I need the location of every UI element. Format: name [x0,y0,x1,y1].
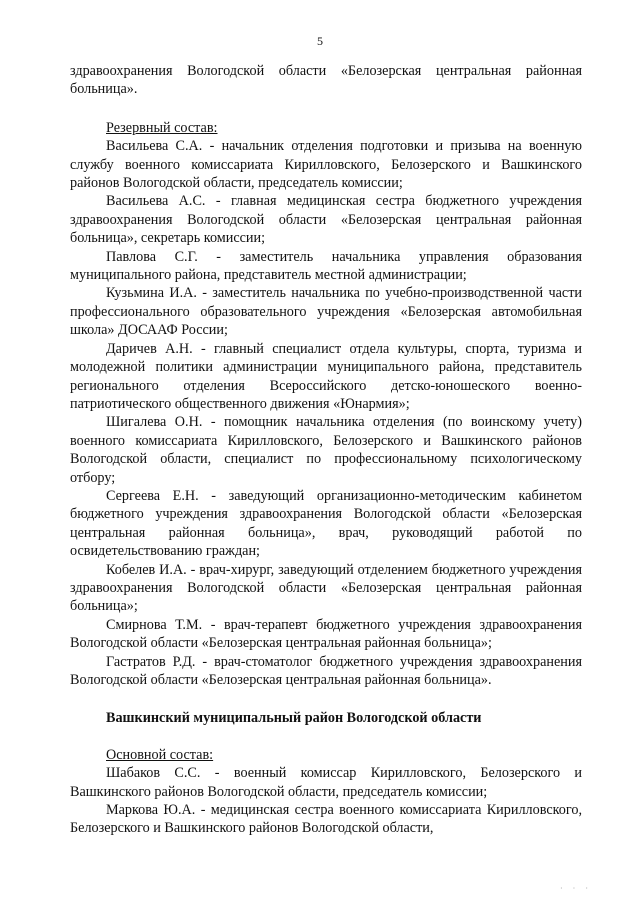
reserve-member: Шигалева О.Н. - помощник начальника отделения (по воинскому учету) военного комиссариата Кирилловского, Белозерского и Вашкинского районов Вологодской области, специалист по профессиональному психологическому отбору; [70,414,582,486]
reserve-member: Васильева А.С. - главная медицинская сестра бюджетного учреждения здравоохранения Вологодской области «Белозерская центральная районная больница», секретарь комиссии; [70,193,582,247]
section-heading: Вашкинский муниципальный район Вологодской области [106,710,482,727]
document-body [70,62,582,838]
page-number: 5 [317,34,323,48]
reserve-member: Даричев А.Н. - главный специалист отдела культуры, спорта, туризма и молодежной политики администрации муниципального района, представитель регионального отделения Всероссийского детско-юношеского военно-патриотического общественного движения «Юнармия»; [70,340,582,412]
reserve-composition-label: Резервный состав: [106,119,218,136]
reserve-member: Гастратов Р.Д. - врач-стоматолог бюджетного учреждения здравоохранения Вологодской области «Белозерская центральная районная больница». [70,653,582,688]
reserve-member: Васильева С.А. - начальник отделения подготовки и призыва на военную службу военного комиссариата Кирилловского, Белозерского и Вашкинского районов Вологодской области, председатель комиссии; [70,138,582,192]
reserve-member: Кобелев И.А. - врач-хирург, заведующий отделением бюджетного учреждения здравоохранения Вологодской области «Белозерская центральная районная больница»; [70,561,582,615]
scan-artifact: · · · [560,884,592,893]
main-member: Шабаков С.С. - военный комиссар Кирилловского, Белозерского и Вашкинского районов Вологодской области, председатель комиссии; [70,765,582,800]
reserve-member: Павлова С.Г. - заместитель начальника управления образования муниципального района, представитель местной администрации; [70,248,582,284]
intro-paragraph: здравоохранения Вологодской области «Белозерская центральная районная больница». [70,63,582,98]
reserve-member: Смирнова Т.М. - врач-терапевт бюджетного учреждения здравоохранения Вологодской области «Белозерская центральная районная больница»; [70,616,582,652]
reserve-member: Сергеева Е.Н. - заведующий организационно-методическим кабинетом бюджетного учреждения здравоохранения Вологодской области «Белозерская центральная районная больница», врач, руководящий работой по освидетельствованию граждан; [70,487,582,560]
main-member: Маркова Ю.А. - медицинская сестра военного комиссариата Кирилловского, Белозерского и Вашкинского районов Вологодской области, [70,802,582,837]
reserve-member: Кузьмина И.А. - заместитель начальника по учебно-производственной части профессионального образовательного учреждения «Белозерская автомобильная школа» ДОСААФ России; [70,285,582,339]
main-composition-label: Основной состав: [106,746,214,763]
